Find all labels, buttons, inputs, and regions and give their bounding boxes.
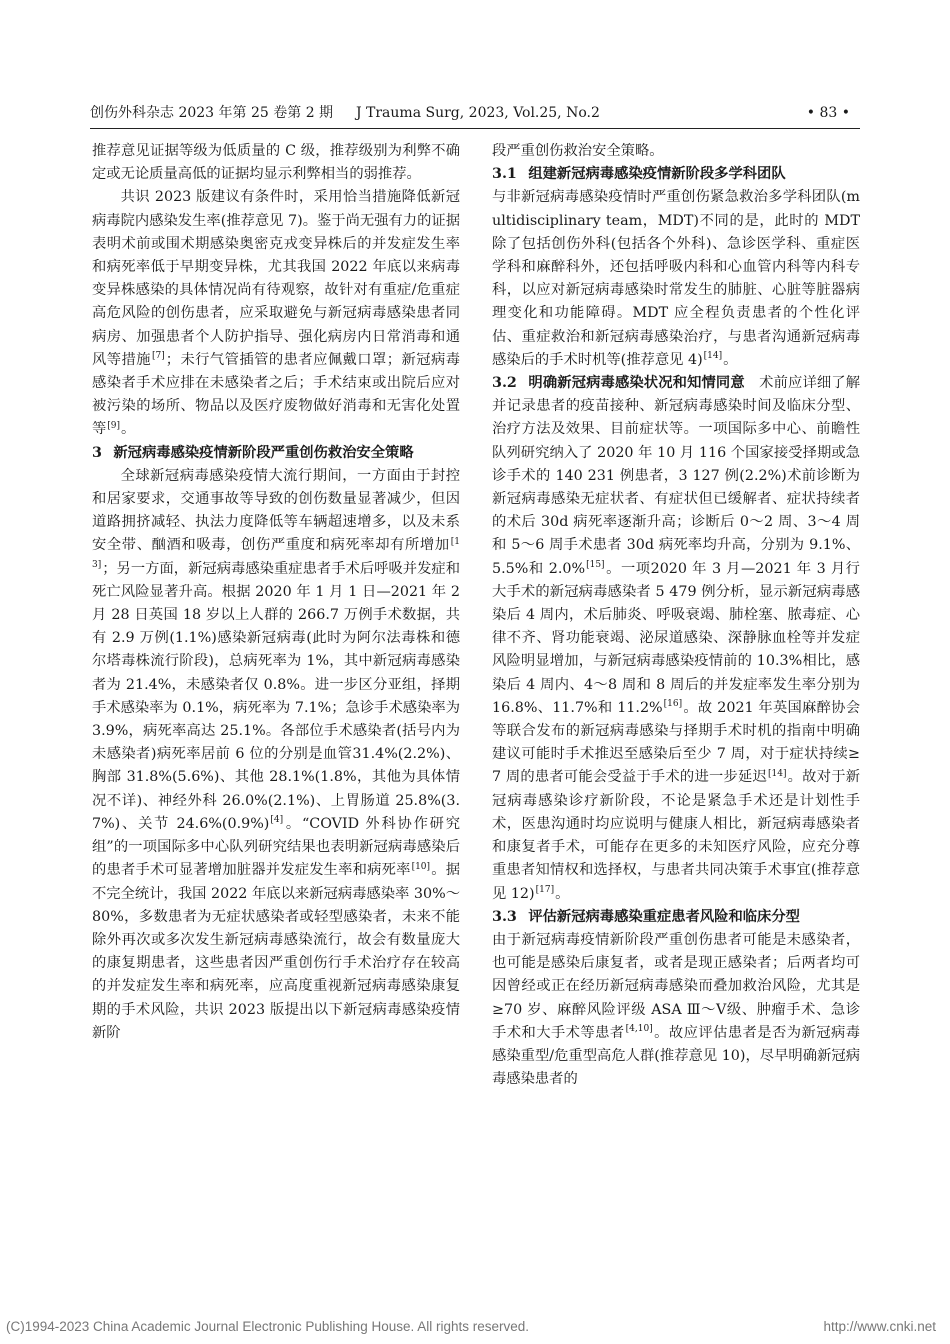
citation[interactable]: [4,10] <box>625 1023 653 1034</box>
subsection-title: 明确新冠病毒感染状况和知情同意 <box>528 375 745 392</box>
journal-name-cn: 创伤外科杂志 2023 年第 25 卷第 2 期 <box>90 105 334 121</box>
citation[interactable]: [10] <box>411 861 431 872</box>
citation[interactable]: [14] <box>767 768 787 779</box>
subsection-number: 3.1 <box>492 166 517 183</box>
footer-link[interactable]: http://www.cnki.net <box>823 1319 936 1334</box>
page-number: • 83 • <box>806 105 850 121</box>
citation[interactable]: [14] <box>703 351 723 362</box>
citation[interactable]: [7] <box>151 351 165 362</box>
subsection-number: 3.2 <box>492 375 517 392</box>
citation[interactable]: [16] <box>663 699 683 710</box>
citation[interactable]: [4] <box>270 815 284 826</box>
journal-name-en: J Trauma Surg, 2023, Vol.25, No.2 <box>355 105 600 121</box>
copyright-notice: (C)1994-2023 China Academic Journal Electronic Publishing House. All rights reserved. <box>6 1319 530 1334</box>
subsection: 3.3 评估新冠病毒感染重症患者风险和临床分型 由于新冠病毒疫情新阶段严重创伤患者可能是未感染者，也可能是感染后康复者，或者是现正感染者；后两者均可因曾经或正在经历新冠病毒感染而叠加救治风险，尤其是≥70 岁、麻醉风险评级 ASA Ⅲ～Ⅴ级、肿瘤手术、急诊手术和大手术等患者[4,10]。故应评估患者是否为新冠病毒感染重型/危重型高危人群(推荐意见 10)，尽早明确新冠病毒感染患者的 <box>492 908 861 1088</box>
citation[interactable]: [17] <box>535 884 555 895</box>
subsection: 3.1 组建新冠病毒感染疫情新阶段多学科团队 与非新冠病毒感染疫情时严重创伤紧急救治多学科团队(multidisciplinary team，MDT)不同的是，此时的 MDT 除了包括创伤外科(包括各个外科)、急诊医学科、重症医学科和麻醉科外，还包括呼吸内科和心血管内科等内科专科，以应对新冠病毒感染时常发生的肺脏、心脏等脏器病理变化和功能障碍。MDT 应全程负责患者的个性化评估、重症救治和新冠病毒感染治疗，与患者沟通新冠病毒感染后的手术时机等(推荐意见 4)[14]。 <box>492 166 860 368</box>
subsection-number: 3.3 <box>492 908 517 925</box>
citation[interactable]: [15] <box>586 559 605 570</box>
citation[interactable]: [9] <box>107 420 121 431</box>
section-number: 3 <box>92 444 102 461</box>
left-column <box>92 140 460 1045</box>
subsection-title: 组建新冠病毒感染疫情新阶段多学科团队 <box>528 166 786 183</box>
paragraph: 段严重创伤救治安全策略。 <box>492 143 664 159</box>
subsection-title: 评估新冠病毒感染重症患者风险和临床分型 <box>528 908 800 925</box>
section-title: 新冠病毒感染疫情新阶段严重创伤救治安全策略 <box>113 444 414 461</box>
subsection: 3.2 明确新冠病毒感染状况和知情同意 术前应详细了解并记录患者的疫苗接种、新冠病毒感染时间及临床分型、治疗方法及效果、目前症状等。一项国际多中心、前瞻性队列研究纳入了 2020 年 10 月 116 个国家接受择期或急诊手术的 140 231 例患者，3 127 例(2.2%)术前诊断为新冠病毒感染无症状者、有症状但已缓解者、症状持续者的术后 30d 病死率逐渐升高；诊断后 0～2 周、3～4 周和 5～6 周手术患者 30d 病死率均升高，分别为 9.1%、5.5%和 2.0%[15]。一项2020 年 3 月—2021 年 3 月行大手术的新冠病毒感染者 5 479 例分析，显示新冠病毒感染后 4 周内，术后肺炎、呼吸衰竭、肺栓塞、脓毒症、心律不齐、肾功能衰竭、泌尿道感染、深静脉血栓等并发症风险明显增加，与新冠病毒感染疫情前的 10.3%相比，感染后 4 周内、4～8 周和 8 周后的并发症率发生率分别为 16.8%、11.7%和 11.2%[16]。故 2021 年英国麻醉协会等联合发布的新冠病毒感染与择期手术时机的指南中明确建议可能时手术推迟至感染后至少 7 周，对于症状持续≥7 周的患者可能会受益于手术的进一步延迟[14]。故对于新冠病毒感染诊疗新阶段，不论是紧急手术还是计划性手术，医患沟通时均应说明与健康人相比，新冠病毒感染者和康复者手术，可能存在更多的未知医疗风险，应充分尊重患者知情权和选择权，与患者共同决策手术事宜(推荐意见 12)[17]。 <box>492 375 861 902</box>
paragraph: 全球新冠病毒感染疫情大流行期间，一方面由于封控和居家要求，交通事故等导致的创伤数量显著减少，但因道路拥挤减轻、执法力度降低等车辆超速增多，以及未系安全带、酗酒和吸毒，创伤严重度和病死率却有所增加[13]；另一方面，新冠病毒感染重症患者手术后呼吸并发症和死亡风险显著升高。根据 2020 年 1 月 1 日—2021 年 2 月 28 日英国 18 岁以上人群的 266.7 万例手术数据，共有 2.9 万例(1.1%)感染新冠病毒(此时为阿尔法毒株和德尔塔毒株流行阶段)，总病死率为 1%，其中新冠病毒感染者为 21.4%，未感染者仅 0.8%。进一步区分亚组，择期手术感染率为 0.1%，病死率为 7.1%；急诊手术感染率为 3.9%，病死率高达 25.1%。各部位手术感染者(括号内为未感染者)病死率居前 6 位的分别是血管31.4%(2.2%)、胸部 31.8%(5.6%)、其他 28.1%(1.8%，其他为具体情况不详)、神经外科 26.0%(2.1%)、上胃肠道 25.8%(3.7%)、关节 24.6%(0.9%)[4]。“COVID 外科协作研究组”的一项国际多中心队列研究结果也表明新冠病毒感染后的患者手术可显著增加脏器并发症发生率和病死率[10]。据不完全统计，我国 2022 年底以来新冠病毒感染率 30%～80%，多数患者为无症状感染者或轻型感染者，未来不能除外再次或多次发生新冠病毒感染流行，故会有数量庞大的康复期患者，这些患者因严重创伤行手术治疗存在较高的并发症发生率和病死率，应高度重视新冠病毒感染康复期的手术风险，共识 2023 版提出以下新冠病毒感染疫情新阶 <box>92 467 461 1041</box>
paragraph: 共识 2023 版建议有条件时，采用恰当措施降低新冠病毒院内感染发生率(推荐意见 7)。鉴于尚无强有力的证据表明术前或围术期感染奥密克戎变异株后的并发症发生率和病死率低于早期变异株，尤其我国 2022 年底以来病毒变异株感染的具体情况尚有待观察，故针对有重症/危重症高危风险的创伤患者，应采取避免与新冠病毒感染患者同病房、加强患者个人防护指导、强化病房内日常消毒和通风等措施[7]；未行气管插管的患者应佩戴口罩；新冠病毒感染者手术应排在未感染者之后；手术结束或出院后应对被污染的场所、物品以及医疗废物做好消毒和无害化处置等[9]。 <box>92 189 461 438</box>
footer <box>0 1316 950 1338</box>
citation[interactable]: [13] <box>92 536 460 570</box>
header-divider <box>90 128 860 129</box>
paragraph: 推荐意见证据等级为低质量的 C 级，推荐级别为利弊不确定或无论质量高低的证据均显示利弊相当的弱推荐。 <box>92 143 460 183</box>
section-heading <box>92 442 460 465</box>
running-header <box>90 100 860 126</box>
right-column <box>492 140 860 1091</box>
